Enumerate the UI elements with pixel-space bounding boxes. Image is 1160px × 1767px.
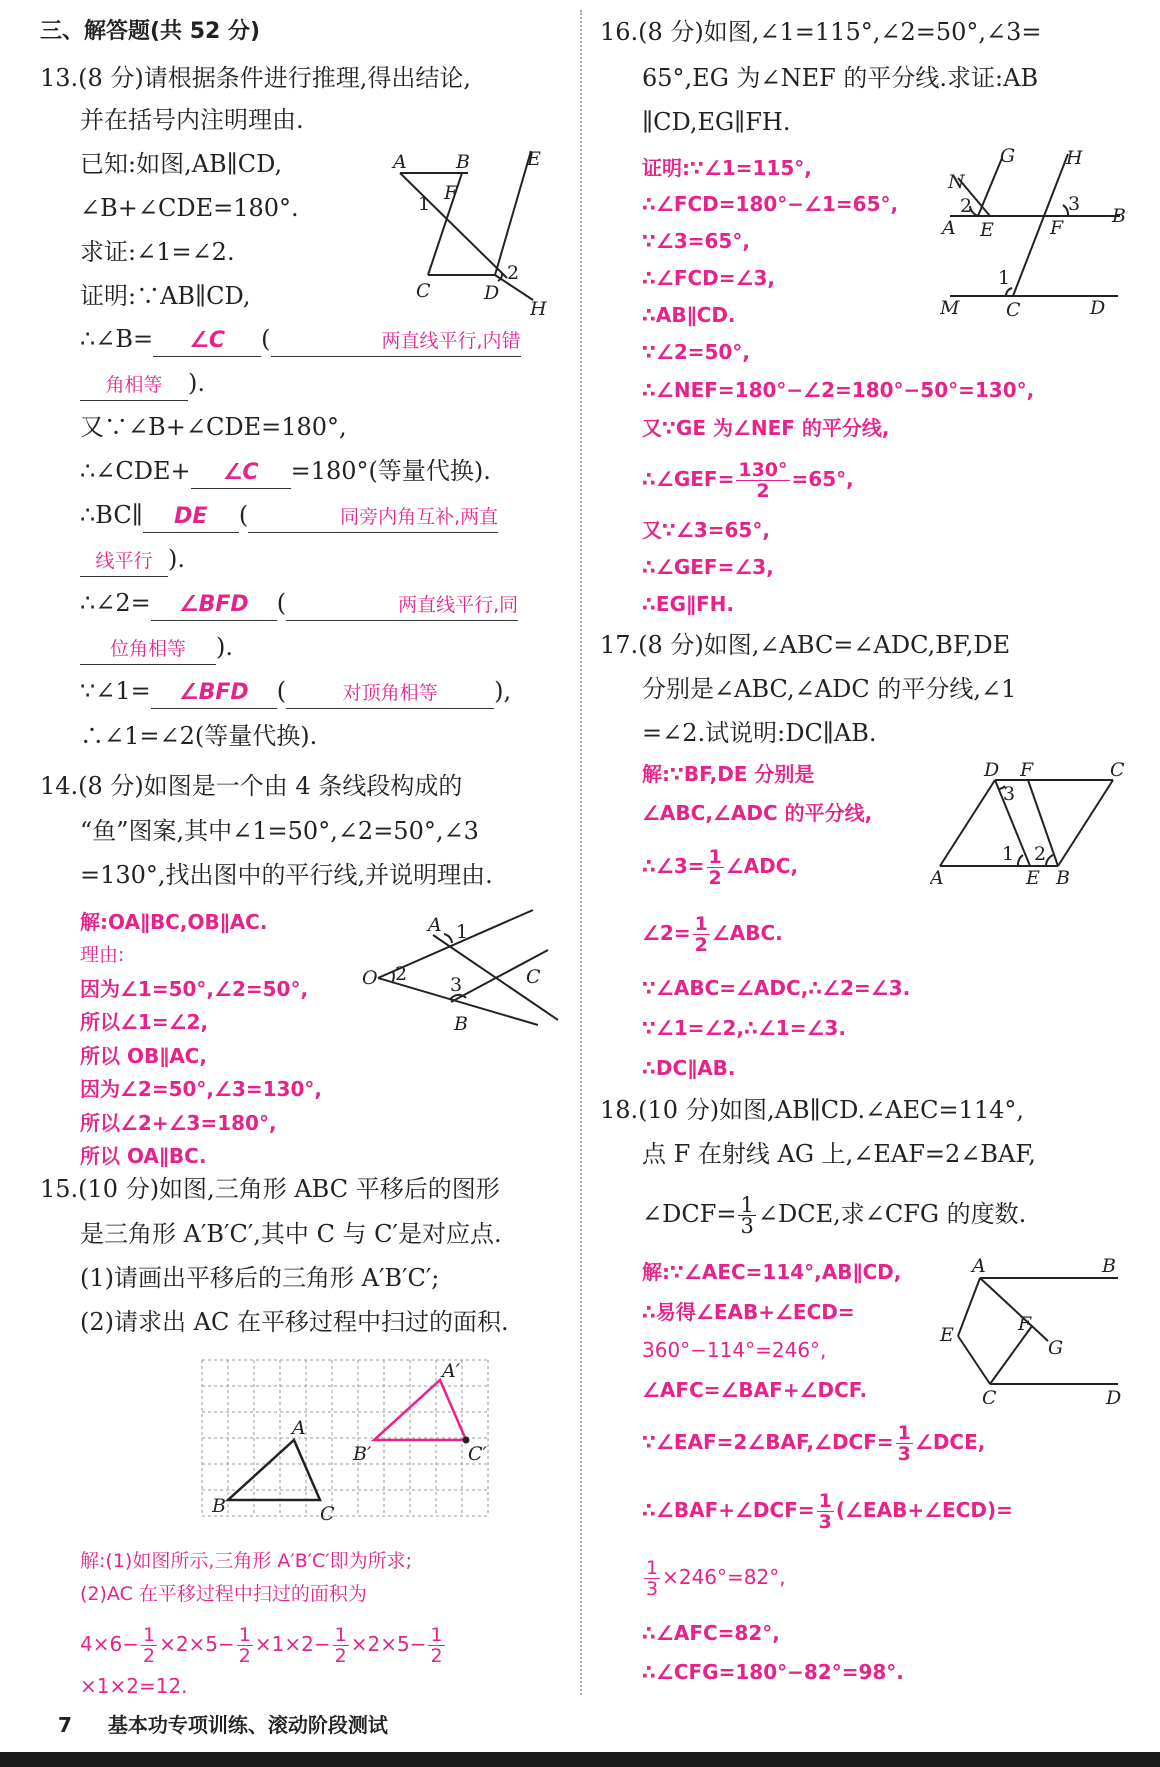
q13-line-1: 13.(8 分)请根据条件进行推理,得出结论, (40, 64, 472, 92)
q18-frac-1: $\frac{1}{3}$ (897, 1422, 911, 1465)
q16-solution-3: ∵∠3=65°, (642, 229, 750, 253)
q17-label-a: A (930, 867, 944, 886)
q15-line-2: 是三角形 A′B′C′,其中 C 与 C′是对应点. (80, 1220, 502, 1248)
q17-line-2: 分别是∠ABC,∠ADC 的平分线,∠1 (642, 675, 1017, 703)
q18-dcf-equals: ∠DCF= (642, 1200, 737, 1228)
q13-label-1: 1 (418, 193, 431, 215)
q15-label-b: B (212, 1495, 226, 1517)
q14-solution-3: 因为∠1=50°,∠2=50°, (80, 977, 309, 1001)
q18-frac-3: $\frac{1}{3}$ (646, 1557, 659, 1600)
q18-label-e: E (940, 1324, 954, 1346)
q16-label-f: F (1050, 217, 1064, 239)
q14-solution-5: 所以 OB∥AC, (80, 1044, 207, 1068)
q14-solution-7: 所以∠2+∠3=180°, (80, 1111, 277, 1135)
q13-reason-4b: 位角相等 (80, 634, 216, 665)
q18-solution-8: ∴∠AFC=82°, (642, 1621, 780, 1645)
q13-line-4: ∠B+∠CDE=180°. (80, 194, 299, 222)
q14-figure (348, 895, 568, 1035)
q18-solution-7 (642, 1554, 786, 1600)
q13-line-14: 位角相等 ). (80, 631, 233, 665)
q15-grid (202, 1360, 488, 1516)
q13-label-b: B (456, 151, 470, 173)
q15-solution-4: ×1×2=12. (80, 1674, 188, 1698)
q13-label-e: E (527, 148, 541, 170)
q17-label-b: B (1056, 867, 1070, 886)
q13-label-a: A (393, 151, 407, 173)
q15-triangle-abc-translated (374, 1380, 466, 1440)
q17-solution-5: ∵∠ABC=∠ADC,∴∠2=∠3. (642, 976, 911, 1000)
q16-label-c: C (1006, 299, 1021, 321)
q16-label-g: G (1000, 148, 1016, 167)
q18-line-3 (642, 1190, 1026, 1238)
q13-cde-plus: ∴∠CDE+ (80, 457, 191, 485)
q16-solution-9 (642, 456, 854, 502)
q16-label-h: H (1066, 148, 1083, 169)
q15-triangle-abc (228, 1440, 320, 1500)
q14-line-2: “鱼”图案,其中∠1=50°,∠2=50°,∠3 (80, 817, 479, 845)
q18-label-c: C (982, 1387, 997, 1404)
q18-label-d: D (1106, 1387, 1122, 1404)
q17-angle3-equals: ∴∠3= (642, 854, 705, 878)
q18-baf-plus-dcf: ∴∠BAF+∠DCF= (642, 1498, 815, 1522)
section-title: 三、解答题(共 52 分) (40, 19, 261, 44)
q17-solution-2: ∠ABC,∠ADC 的平分线, (642, 801, 873, 825)
page-number: 7 (58, 1713, 72, 1737)
q15-solution-1: 解:(1)如图所示,三角形 A′B′C′即为所求; (80, 1550, 413, 1572)
q17-label-f: F (1020, 759, 1034, 781)
q13-reason-1a: 两直线平行,内错 (271, 326, 521, 357)
q13-line-15: ∵∠1= ∠BFD ( 对顶角相等 ), (80, 675, 511, 709)
q14-solution-4: 所以∠1=∠2, (80, 1010, 209, 1034)
q17-label-3: 3 (1003, 783, 1016, 805)
q18-question-end: ∠DCE,求∠CFG 的度数. (757, 1200, 1027, 1228)
q16-line-1: 16.(8 分)如图,∠1=115°,∠2=50°,∠3= (600, 18, 1042, 46)
q17-line-3: =∠2.试说明:DC∥AB. (642, 719, 877, 747)
q15-solution-2: (2)AC 在平移过程中扫过的面积为 (80, 1583, 367, 1605)
q13-label-2: 2 (507, 262, 520, 284)
q16-label-b: B (1112, 205, 1126, 227)
q17-adc: ∠ADC, (725, 854, 799, 878)
q18-line-1: 18.(10 分)如图,AB∥CD.∠AEC=114°, (600, 1096, 1024, 1124)
q18-times-246: ×246°=82°, (662, 1565, 786, 1589)
q18-label-a: A (972, 1255, 986, 1277)
q13-figure (390, 145, 565, 320)
q17-label-c: C (1110, 759, 1125, 781)
q18-solution-1: 解:∵∠AEC=114°,AB∥CD, (642, 1260, 902, 1284)
q17-label-e: E (1026, 867, 1040, 886)
q14-label-c: C (526, 966, 541, 988)
q13-answer-4: ∠BFD (151, 590, 277, 621)
q13-label-f: F (444, 182, 458, 204)
q13-equal-subst: =180°(等量代换). (290, 457, 491, 485)
q13-line-5: 求证:∠1=∠2. (80, 238, 235, 266)
q14-label-a: A (428, 914, 442, 936)
q13-line-12: 线平行 ). (80, 543, 185, 577)
q16-equals-65: =65°, (791, 467, 854, 491)
q15-label-c-prime: C′ (468, 1443, 487, 1465)
q18-solution-3: 360°−114°=246°, (642, 1338, 827, 1362)
q16-solution-1: 证明:∵∠1=115°, (642, 156, 812, 180)
q15-label-b-prime: B′ (353, 1443, 372, 1465)
q17-label-2: 2 (1034, 843, 1047, 865)
q17-solution-7: ∴DC∥AB. (642, 1056, 736, 1080)
q13-reason-3a: 同旁内角互补,两直 (248, 502, 498, 533)
q16-line-2: 65°,EG 为∠NEF 的平分线.求证:AB (642, 64, 1039, 92)
q14-label-o: O (362, 967, 378, 989)
q14-line-1: 14.(8 分)如图是一个由 4 条线段构成的 (40, 772, 463, 800)
q13-answer-5: ∠BFD (151, 678, 277, 709)
q14-label-1: 1 (456, 921, 469, 943)
q15-frac-3: $\frac{1}{2}$ (334, 1624, 347, 1667)
bottom-bar (0, 1752, 1160, 1767)
q14-line-3: =130°,找出图中的平行线,并说明理由. (80, 861, 493, 889)
q15-line-1: 15.(10 分)如图,三角形 ABC 平移后的图形 (40, 1175, 500, 1203)
q13-label-c: C (416, 280, 431, 302)
q17-solution-1: 解:∵BF,DE 分别是 (642, 762, 815, 786)
q16-solution-5: ∴AB∥CD. (642, 303, 736, 327)
q13-line-13: ∴∠2= ∠BFD ( 两直线平行,同 (80, 587, 518, 621)
q16-solution-2: ∴∠FCD=180°−∠1=65°, (642, 192, 899, 216)
q13-line-9: 又∵∠B+∠CDE=180°, (80, 413, 347, 441)
q17-angle2-equals: ∠2= (642, 921, 691, 945)
q18-dce: ∠DCE, (914, 1430, 986, 1454)
q13-line-11: ∴BC∥ DE ( 同旁内角互补,两直 (80, 499, 498, 533)
q15-expr-a: 4×6− (80, 1632, 139, 1656)
q18-solution-9: ∴∠CFG=180°−82°=98°. (642, 1660, 904, 1684)
q18-frac-third: $\frac{1}{3}$ (740, 1193, 754, 1238)
q13-line-6: 证明:∵AB∥CD, (80, 282, 251, 310)
q15-frac-1: $\frac{1}{2}$ (142, 1624, 156, 1667)
q18-figure (938, 1254, 1128, 1404)
q18-solution-4: ∠AFC=∠BAF+∠DCF. (642, 1378, 868, 1402)
q15-line-4: (2)请求出 AC 在平移过程中扫过的面积. (80, 1308, 509, 1336)
q13-reason-1b: 角相等 (80, 370, 188, 401)
q18-frac-2: $\frac{1}{3}$ (818, 1490, 832, 1533)
q17-figure (930, 756, 1130, 886)
q16-label-1: 1 (998, 267, 1011, 289)
q18-solution-6 (642, 1487, 1013, 1533)
q14-label-b: B (454, 1013, 468, 1035)
q16-label-d: D (1090, 297, 1106, 319)
q14-solution-8: 所以 OA∥BC. (80, 1144, 207, 1168)
q13-answer-1: ∠C (153, 326, 261, 357)
q13-answer-3: DE (143, 502, 239, 533)
q18-eab-plus-ecd: (∠EAB+∠ECD)= (835, 1498, 1013, 1522)
q13-line-2: 并在括号内注明理由. (80, 106, 304, 134)
q15-line-3: (1)请画出平移后的三角形 A′B′C′; (80, 1264, 440, 1292)
page-footer (58, 1709, 424, 1738)
q15-solution-3 (80, 1620, 447, 1668)
q16-label-2: 2 (960, 195, 973, 217)
q17-frac-2: $\frac{1}{2}$ (694, 913, 708, 956)
q16-solution-11: ∴∠GEF=∠3, (642, 555, 774, 579)
q13-line-8: 角相等 ). (80, 367, 205, 401)
book-title: 基本功专项训练、滚动阶段测试 (107, 1713, 388, 1737)
q13-b-equals: ∴∠B= (80, 325, 154, 353)
q15-frac-2: $\frac{1}{2}$ (238, 1624, 251, 1667)
q17-label-d: D (984, 759, 1000, 781)
q15-grid-figure (188, 1350, 508, 1538)
q16-label-a: A (942, 217, 956, 239)
q16-frac-130-2: $\frac{130^\circ}{2}$ (738, 459, 788, 502)
q13-angle2-equals: ∴∠2= (80, 589, 151, 617)
q18-label-b: B (1102, 1255, 1116, 1277)
q16-solution-8: 又∵GE 为∠NEF 的平分线, (642, 416, 890, 440)
q17-solution-3 (642, 843, 798, 889)
q18-eaf-given: ∵∠EAF=2∠BAF,∠DCF= (642, 1430, 894, 1454)
q16-solution-7: ∴∠NEF=180°−∠2=180°−50°=130°, (642, 378, 1035, 402)
q18-solution-5 (642, 1419, 985, 1465)
q13-line-7: ∴∠B= ∠C ( 两直线平行,内错 (80, 323, 521, 357)
q13-reason-5: 对顶角相等 (286, 678, 494, 709)
q15-expr-d: ×2×5− (350, 1632, 427, 1656)
q16-solution-4: ∴∠FCD=∠3, (642, 266, 775, 290)
q15-expr-b: ×2×5− (159, 1632, 235, 1656)
q16-line-3: ∥CD,EG∥FH. (642, 108, 791, 136)
q18-line-2: 点 F 在射线 AG 上,∠EAF=2∠BAF, (642, 1140, 1036, 1168)
q13-label-h: H (530, 298, 547, 320)
q15-label-a-prime: A′ (442, 1360, 461, 1382)
q14-solution-1: 解:OA∥BC,OB∥AC. (80, 910, 268, 934)
q14-label-2: 2 (395, 963, 408, 985)
q16-solution-12: ∴EG∥FH. (642, 592, 734, 616)
q16-figure (940, 148, 1130, 323)
q16-solution-10: 又∵∠3=65°, (642, 518, 770, 542)
q13-bc-parallel: ∴BC∥ (80, 501, 143, 529)
q13-line-16: ∴∠1=∠2(等量代换). (80, 722, 318, 750)
q15-label-c: C (320, 1503, 335, 1525)
q14-solution-2: 理由: (80, 944, 125, 966)
q13-reason-3b: 线平行 (80, 546, 168, 577)
q16-label-m: M (940, 297, 960, 319)
q15-label-a: A (292, 1417, 306, 1439)
q17-label-1: 1 (1002, 843, 1015, 865)
q14-label-3: 3 (450, 974, 463, 996)
q15-expr-c: ×1×2− (254, 1632, 331, 1656)
q15-frac-4: $\frac{1}{2}$ (430, 1624, 443, 1667)
q16-gef-equals: ∴∠GEF= (642, 467, 735, 491)
q13-angle1-equals: ∵∠1= (80, 677, 151, 705)
q17-line-1: 17.(8 分)如图,∠ABC=∠ADC,BF,DE (600, 631, 1011, 659)
q16-label-3: 3 (1068, 193, 1081, 215)
column-divider (580, 10, 582, 1695)
q18-label-f: F (1018, 1313, 1032, 1335)
q13-line-3: 已知:如图,AB∥CD, (80, 150, 283, 178)
q16-solution-6: ∵∠2=50°, (642, 340, 750, 364)
q16-label-e: E (980, 219, 994, 241)
q13-answer-2: ∠C (191, 458, 291, 489)
q18-label-g: G (1048, 1337, 1064, 1359)
q17-solution-6: ∵∠1=∠2,∴∠1=∠3. (642, 1016, 846, 1040)
q16-label-n: N (948, 171, 965, 193)
q17-frac-1: $\frac{1}{2}$ (708, 846, 722, 889)
q13-line-10 (80, 455, 491, 489)
q14-solution-6: 因为∠2=50°,∠3=130°, (80, 1077, 322, 1101)
q13-reason-4a: 两直线平行,同 (286, 590, 518, 621)
q13-label-d: D (484, 282, 500, 304)
q17-abc: ∠ABC. (711, 921, 783, 945)
q17-solution-4 (642, 910, 783, 956)
q18-solution-2: ∴易得∠EAB+∠ECD= (642, 1300, 855, 1324)
